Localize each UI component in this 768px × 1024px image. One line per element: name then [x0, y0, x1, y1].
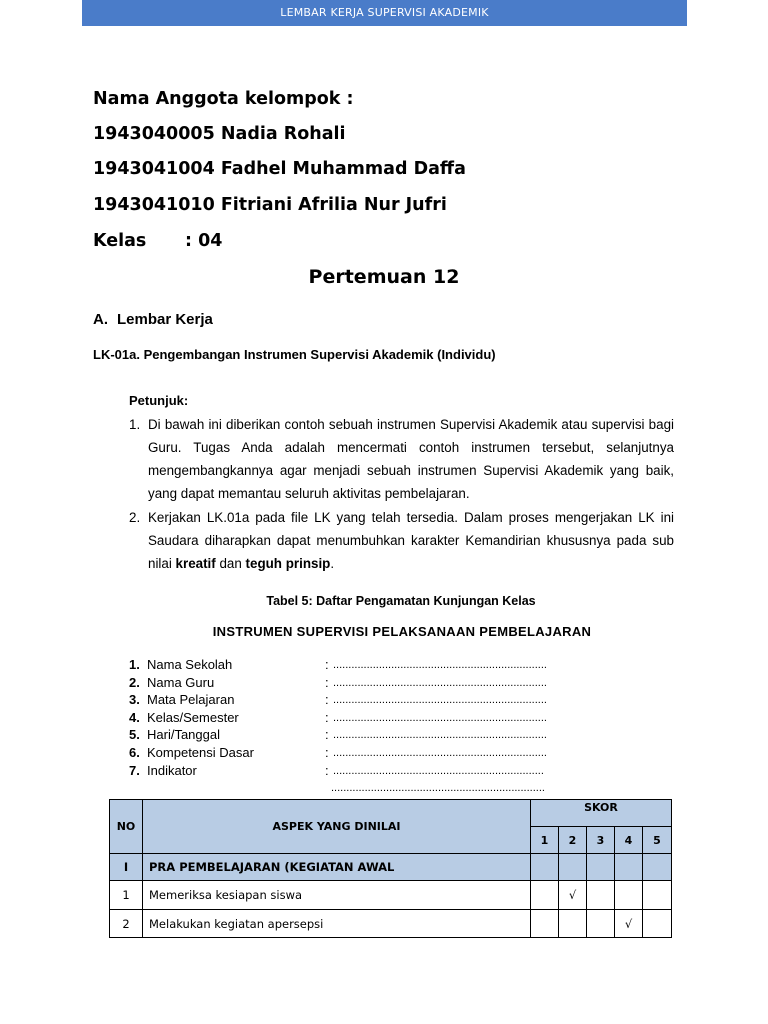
field-number: 6. [129, 745, 140, 760]
score-cell[interactable] [615, 881, 643, 910]
field-blank[interactable]: ...................................................................... [333, 659, 547, 671]
form-field-row [129, 762, 544, 780]
field-colon: : [325, 710, 329, 725]
instruction-item-1 [129, 413, 674, 505]
field-blank[interactable]: ...................................................................... [333, 712, 547, 724]
score-header-5: 5 [643, 827, 672, 854]
score-check-mark[interactable]: √ [559, 881, 587, 910]
section-a-letter: A. [93, 311, 108, 328]
table-caption: Tabel 5: Daftar Pengamatan Kunjungan Kelas [266, 594, 536, 608]
table-header-aspek: ASPEK YANG DINILAI [143, 800, 531, 854]
field-blank[interactable]: ...................................................................... [333, 694, 547, 706]
instruction-text: Di bawah ini diberikan contoh sebuah instrumen Supervisi Akademik atau supervisi bagi Guru. Tugas Anda adalah mencermati contoh instrumen tersebut, selanjutnya mengembangkannya agar menjadi sebuah instrumen Supervisi Akademik yang baik, yang dapat memantau seluruh aktivitas pembelajaran. [148, 417, 674, 501]
section-a-title: Lembar Kerja [117, 311, 213, 328]
field-colon: : [325, 763, 329, 778]
score-cell[interactable] [643, 881, 672, 910]
field-blank[interactable]: ..................................................................... [333, 765, 544, 777]
score-header-2: 2 [559, 827, 587, 854]
table-section-row [110, 854, 672, 881]
form-field-row [129, 726, 547, 744]
field-blank[interactable]: ...................................................................... [333, 677, 547, 689]
instruction-bold-teguh-prinsip: teguh prinsip [245, 556, 331, 571]
petunjuk-label: Petunjuk: [129, 393, 189, 408]
score-header-1: 1 [531, 827, 559, 854]
score-cell[interactable] [587, 881, 615, 910]
score-check-mark[interactable]: √ [615, 910, 643, 938]
section-number: I [110, 854, 143, 881]
field-number: 2. [129, 675, 140, 690]
instruction-text-part: Kerjakan LK.01a pada file LK yang telah tersedia. Dalam proses mengerjakan LK ini Saudara diharapkan dapat menumbuhkan karakter Kemandirian khususnya pada sub nilai [148, 510, 674, 571]
table-row [110, 881, 672, 910]
field-number: 5. [129, 727, 140, 742]
score-cell[interactable] [531, 910, 559, 938]
score-cell [587, 854, 615, 881]
field-label: Indikator [147, 763, 197, 778]
score-cell[interactable] [531, 881, 559, 910]
field-colon: : [325, 675, 329, 690]
table-row [110, 910, 672, 938]
field-label: Mata Pelajaran [147, 692, 235, 707]
field-label: Nama Sekolah [147, 657, 233, 672]
group-member-3: 1943041010 Fitriani Afrilia Nur Jufri [93, 195, 447, 215]
instruction-number: 2. [129, 510, 141, 525]
field-blank-continuation[interactable]: ...................................................................... [331, 782, 545, 794]
kelas-value: : 04 [185, 231, 223, 251]
row-number: 1 [110, 881, 143, 910]
meeting-title: Pertemuan 12 [308, 266, 460, 288]
instruction-item-2 [129, 506, 674, 575]
field-number: 7. [129, 763, 140, 778]
field-label: Kelas/Semester [147, 710, 239, 725]
document-header-title: LEMBAR KERJA SUPERVISI AKADEMIK [280, 6, 489, 19]
score-cell [615, 854, 643, 881]
form-field-row [129, 691, 547, 709]
field-colon: : [325, 657, 329, 672]
group-heading: Nama Anggota kelompok : [93, 89, 354, 109]
kelas-label: Kelas [93, 231, 147, 251]
score-cell [559, 854, 587, 881]
instruction-number: 1. [129, 417, 141, 432]
section-label: PRA PEMBELAJARAN (KEGIATAN AWAL [143, 854, 531, 881]
assessment-table [109, 799, 672, 938]
kelas-line [93, 231, 223, 251]
instruction-text [148, 506, 674, 575]
instruction-text-part: dan [215, 556, 246, 571]
field-number: 3. [129, 692, 140, 707]
row-label: Memeriksa kesiapan siswa [143, 881, 531, 910]
field-label: Kompetensi Dasar [147, 745, 254, 760]
form-field-row [129, 709, 547, 727]
group-member-1: 1943040005 Nadia Rohali [93, 124, 346, 144]
field-number: 4. [129, 710, 140, 725]
row-label: Melakukan kegiatan apersepsi [143, 910, 531, 938]
score-cell [531, 854, 559, 881]
field-colon: : [325, 692, 329, 707]
field-number: 1. [129, 657, 140, 672]
field-label: Nama Guru [147, 675, 215, 690]
score-header-3: 3 [587, 827, 615, 854]
field-colon: : [325, 727, 329, 742]
field-blank[interactable]: ...................................................................... [333, 747, 547, 759]
instruction-text-end: . [330, 556, 335, 571]
instrument-title: INSTRUMEN SUPERVISI PELAKSANAAN PEMBELAJARAN [212, 624, 592, 639]
score-cell [643, 854, 672, 881]
table-header-skor: SKOR [531, 800, 672, 827]
section-a-heading [93, 311, 213, 328]
field-label: Hari/Tanggal [147, 727, 220, 742]
form-field-row [129, 656, 547, 674]
group-member-2: 1943041004 Fadhel Muhammad Daffa [93, 159, 466, 179]
lk-title: LK-01a. Pengembangan Instrumen Supervisi Akademik (Individu) [93, 347, 496, 362]
row-number: 2 [110, 910, 143, 938]
form-field-row [129, 744, 547, 762]
field-blank[interactable]: ...................................................................... [333, 729, 547, 741]
document-header-bar [82, 0, 687, 26]
score-header-4: 4 [615, 827, 643, 854]
field-colon: : [325, 745, 329, 760]
score-cell[interactable] [643, 910, 672, 938]
form-field-row [129, 674, 547, 692]
instruction-bold-kreatif: kreatif [175, 556, 216, 571]
table-header-no: NO [110, 800, 143, 854]
score-cell[interactable] [559, 910, 587, 938]
score-cell[interactable] [587, 910, 615, 938]
